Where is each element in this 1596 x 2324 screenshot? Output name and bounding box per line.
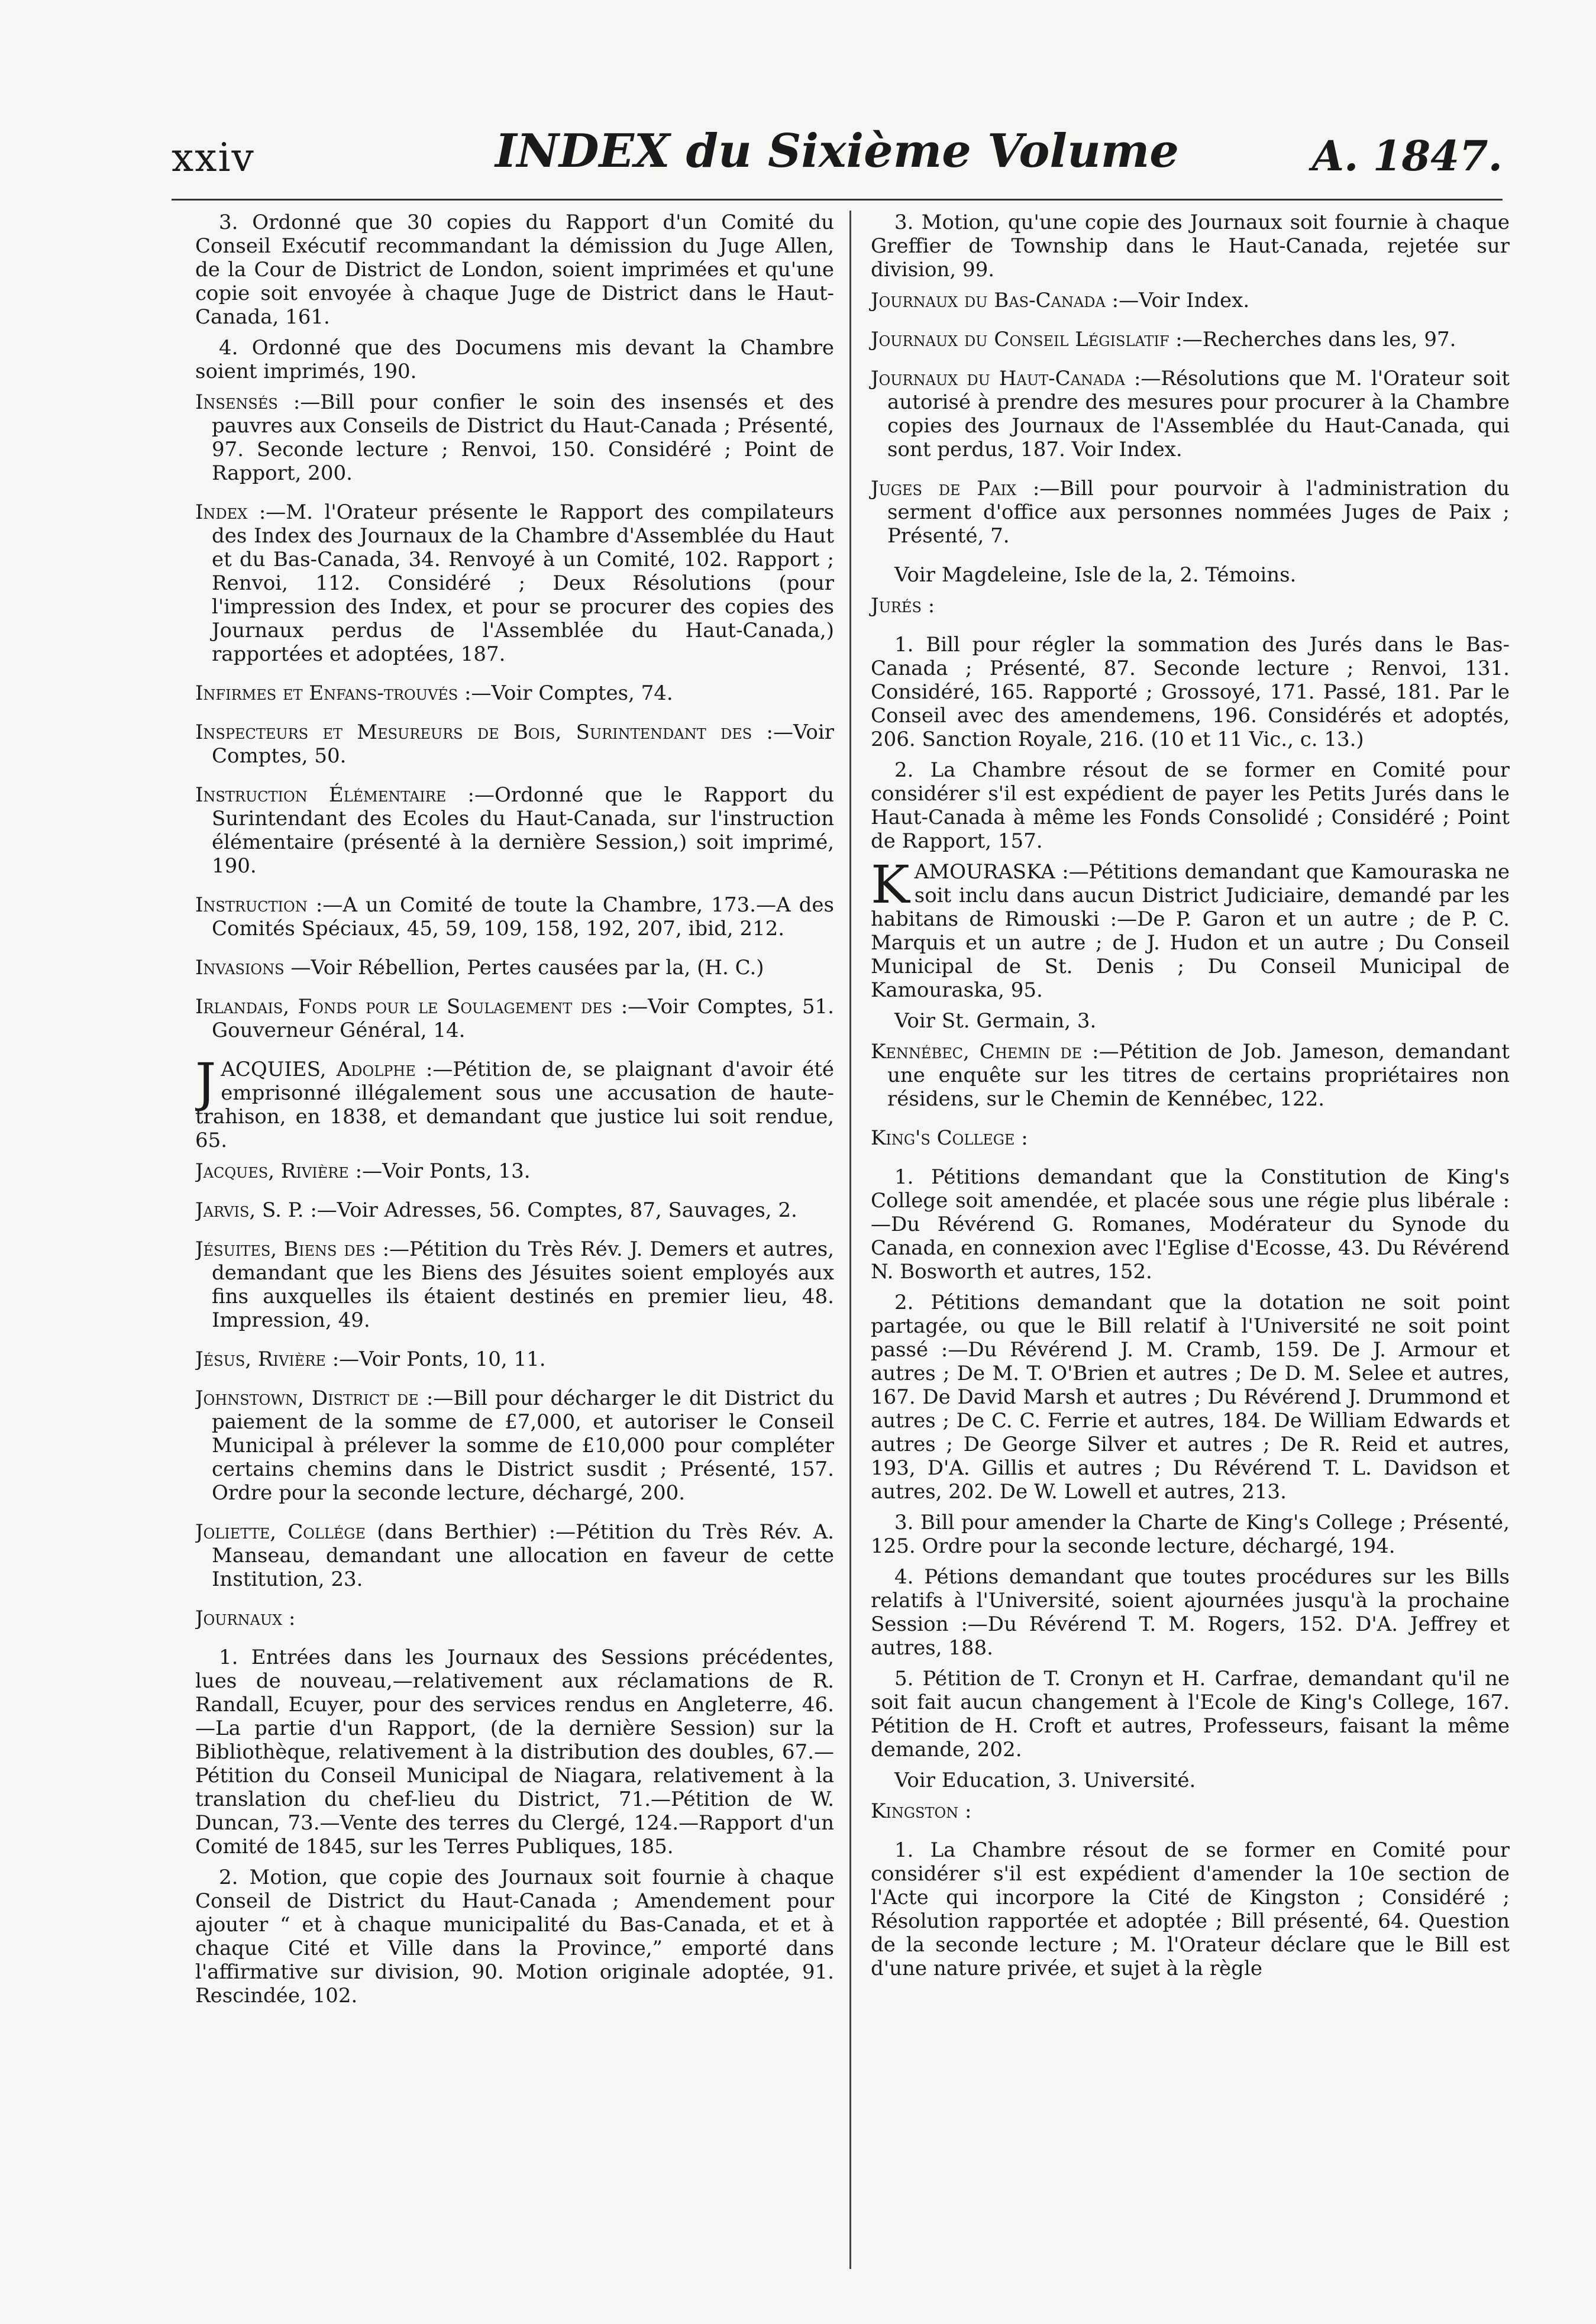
- entry-text: :—Pétition de Job. Jameson, demandant une enquête sur les titres de certains propriétaires non résidens, sur le Chemin de Kennébec, 122.: [887, 1040, 1510, 1111]
- drop-cap-letter: K: [871, 854, 910, 915]
- index-entry: [195, 1386, 834, 1505]
- page-number: xxiv: [172, 135, 255, 180]
- index-sub-item: 2. Pétitions demandant que la dotation ne soit point partagée, ou que le Bill relatif à l'Université ne soit point passé :—Du Révérend J. M. Cramb, 159. De J. Armour et autres ; De M. T. O'Brien et autres ; De D. M. Selee et autres, 167. De David Marsh et autres ; Du Révérend J. Drummond et autres ; De C. C. Ferrie et autres, 184. De William Edwards et autres ; De George Silver et autres ; De R. Reid et autres, 193, D'A. Gillis et autres ; Du Révérend T. L. Davidson et autres, 202. De W. Lowell et autres, 213.: [871, 1291, 1510, 1504]
- index-entry: [195, 1237, 834, 1332]
- entry-text: —Voir Rébellion, Pertes causées par la, (H. C.): [284, 956, 764, 980]
- index-sub-item: 5. Pétition de T. Cronyn et H. Carfrae, demandant qu'il ne soit fait aucun changement à l'Ecole de King's College, 167. Pétition de H. Croft et autres, Professeurs, faisant la même demande, 202.: [871, 1667, 1510, 1761]
- index-entry: [871, 1040, 1510, 1111]
- entry-heading: Jésuites, Biens des: [195, 1237, 376, 1261]
- index-letter-entry: [871, 854, 1510, 1002]
- page-title: INDEX du Sixième Volume: [495, 124, 1179, 178]
- index-entry: [871, 1126, 1510, 1150]
- index-entry: [871, 289, 1510, 312]
- entry-text: :: [282, 1607, 296, 1630]
- index-sub-item: 3. Motion, qu'une copie des Journaux soit fournie à chaque Greffier de Township dans le Haut-Canada, rejetée sur division, 99.: [871, 211, 1510, 282]
- entry-heading: Insensés: [195, 390, 278, 414]
- entry-heading: Joliette, Collége: [195, 1520, 366, 1544]
- index-entry: [871, 367, 1510, 461]
- index-entry: [195, 995, 834, 1042]
- entry-heading: Irlandais, Fonds pour le Soulagement des: [195, 995, 613, 1019]
- entry-text: :—Ordonné que le Rapport du Surintendant des Ecoles du Haut-Canada, sur l'instruction élémentaire (présenté à la dernière Session,) soit imprimé, 190.: [212, 783, 834, 878]
- entry-text: :—A un Comité de toute la Chambre, 173.—A des Comités Spéciaux, 45, 59, 109, 158, 192, 207, ibid, 212.: [212, 893, 834, 940]
- index-letter-entry: [195, 1052, 834, 1152]
- index-entry: [871, 594, 1510, 618]
- entry-heading: Journaux du Haut-Canada: [871, 367, 1125, 390]
- entry-heading: Invasions: [195, 956, 285, 980]
- index-sub-item: Voir St. Germain, 3.: [894, 1009, 1097, 1033]
- entry-text: :: [958, 1799, 972, 1823]
- entry-heading: Kingston: [871, 1799, 959, 1823]
- index-sub-item: 1. Pétitions demandant que la Constitution de King's College soit amendée, et placée sous une régie plus libérale :—Du Révérend G. Romanes, Modérateur du Synode du Canada, en connexion avec l'Eglise d'Ecosse, 43. Du Révérend N. Bosworth et autres, 152.: [871, 1165, 1510, 1284]
- entry-text: :—Résolutions que M. l'Orateur soit autorisé à prendre des mesures pour procurer à la Chambre copies des Journaux de l'Assemblée du Haut-Canada, qui sont perdus, 187. Voir Index.: [887, 367, 1510, 461]
- index-entry: [195, 1198, 834, 1222]
- index-sub-item: 2. Motion, que copie des Journaux soit fournie à chaque Conseil de District du Haut-Canada ; Amendement pour ajouter “ et à chaque municipalité du Bas-Canada, et et à chaque Cité et Ville dans la Province,” emporté dans l'affirmative sur division, 90. Motion originale adoptée, 91. Rescindée, 102.: [195, 1866, 834, 2008]
- index-entry: [195, 720, 834, 768]
- index-entry: [195, 783, 834, 878]
- index-entry: [195, 1159, 834, 1183]
- index-entry: [195, 390, 834, 485]
- index-entry: [195, 1520, 834, 1591]
- entry-heading: Kennébec, Chemin de: [871, 1040, 1083, 1064]
- index-entry: [195, 681, 834, 705]
- entry-heading: Journaux: [195, 1607, 283, 1630]
- index-sub-item: 4. Ordonné que des Documens mis devant la Chambre soient imprimés, 190.: [195, 336, 834, 383]
- index-entry: [195, 956, 834, 980]
- entry-text: :—Pétition du Très Rév. J. Demers et autres, demandant que les Biens des Jésuites soient employés aux fins auxquelles ils étaient destinés en premier lieu, 48. Impression, 49.: [212, 1237, 834, 1332]
- index-sub-item: 4. Pétions demandant que toutes procédures sur les Bills relatifs à l'Université, soient ajournées jusqu'à la prochaine Session :—Du Révérend T. M. Rogers, 152. D'A. Jeffrey et autres, 188.: [871, 1565, 1510, 1660]
- entry-text: :—Bill pour confier le soin des insensés et des pauvres aux Conseils de District du Haut-Canada ; Présenté, 97. Seconde lecture ; Renvoi, 150. Considéré ; Point de Rapport, 200.: [212, 390, 834, 485]
- entry-heading: Instruction: [195, 893, 308, 917]
- entry-heading: Jésus, Rivière: [195, 1347, 326, 1371]
- index-sub-item: Voir Magdeleine, Isle de la, 2. Témoins.: [894, 563, 1297, 587]
- drop-cap-letter: J: [195, 1052, 217, 1113]
- index-entry: [871, 477, 1510, 548]
- entry-text: :—Voir Comptes, 74.: [458, 681, 673, 705]
- entry-text: (dans Berthier) :—Pétition du Très Rév. A. Manseau, demandant une allocation en faveur de cette Institution, 23.: [212, 1520, 834, 1591]
- index-sub-item: 2. La Chambre résout de se former en Comité pour considérer s'il est expédient de payer les Petits Jurés dans le Haut-Canada à même les Fonds Consolidé ; Considéré ; Point de Rapport, 157.: [871, 758, 1510, 853]
- index-sub-item: 3. Ordonné que 30 copies du Rapport d'un Comité du Conseil Exécutif recommandant la démission du Juge Allen, de la Cour de District de London, soient imprimées et qu'une copie soit envoyée à chaque Juge de District dans le Haut-Canada, 161.: [195, 211, 834, 329]
- entry-heading: Jacques, Rivière: [195, 1159, 349, 1183]
- entry-text: :—Voir Comptes, 51. Gouverneur Général, 14.: [212, 995, 834, 1042]
- page-header: [172, 124, 1503, 189]
- entry-text: :—Voir Index.: [1105, 289, 1250, 312]
- index-entry: [195, 1607, 834, 1630]
- index-entry: [871, 1799, 1510, 1823]
- entry-text: :: [1015, 1126, 1028, 1150]
- right-column: [858, 211, 1510, 2269]
- entry-heading: Jarvis, S. P.: [195, 1198, 304, 1222]
- column-divider: [849, 211, 851, 2269]
- volume-year: A. 1847.: [1311, 131, 1503, 180]
- entry-text: :—Recherches dans les, 97.: [1169, 328, 1456, 351]
- entry-heading: Instruction Élémentaire: [195, 783, 447, 807]
- entry-heading: King's College: [871, 1126, 1015, 1150]
- entry-text: :—Pétitions demandant que Kamouraska ne soit inclu dans aucun District Judiciaire, demandé par les habitans de Rimouski :—De P. Garon et un autre ; de P. C. Marquis et un autre ; de J. Hudon et un autre ; Du Conseil Municipal de St. Denis ; Du Conseil Municipal de Kamouraska, 95.: [871, 860, 1510, 1002]
- entry-heading: Index: [195, 500, 248, 524]
- left-column: [195, 211, 847, 2269]
- index-sub-item: 1. Entrées dans les Journaux des Sessions précédentes, lues de nouveau,—relativement aux réclamations de R. Randall, Ecuyer, pour des services rendus en Angleterre, 46.—La partie d'un Rapport, (de la dernière Session) sur la Bibliothèque, relativement à la distribution des doubles, 67.—Pétition du Conseil Municipal de Niagara, relativement à la translation du chef-lieu du District, 71.—Pétition de W. Duncan, 73.—Vente des terres du Clergé, 124.—Rapport d'un Comité de 1845, sur les Terres Publiques, 185.: [195, 1646, 834, 1858]
- entry-text: :—Voir Adresses, 56. Comptes, 87, Sauvages, 2.: [303, 1198, 797, 1222]
- entry-heading: AMOURASKA: [914, 860, 1055, 884]
- entry-heading: Juges de Paix: [871, 477, 1017, 500]
- index-sub-item: 1. Bill pour régler la sommation des Jurés dans le Bas-Canada ; Présenté, 87. Seconde lecture ; Renvoi, 131. Considéré, 165. Rapporté ; Grossoyé, 171. Passé, 181. Par le Conseil avec des amendemens, 196. Considérés et adoptés, 206. Sanction Royale, 216. (10 et 11 Vic., c. 13.): [871, 633, 1510, 751]
- entry-text: :—Bill pour décharger le dit District du paiement de la somme de £7,000, et autoriser le Conseil Municipal à prélever la somme de £10,000 pour compléter certains chemins dans le District susdit ; Présenté, 157. Ordre pour la seconde lecture, déchargé, 200.: [212, 1386, 834, 1505]
- entry-text: :—Bill pour pourvoir à l'administration du serment d'office aux personnes nommées Juges de Paix ; Présenté, 7.: [887, 477, 1510, 548]
- entry-text: :—Pétition de, se plaignant d'avoir été emprisonné illégalement sous une accusation de haute-trahison, en 1838, et demandant que justice lui soit rendue, 65.: [195, 1058, 834, 1152]
- entry-heading: ACQUIES, Adolphe: [221, 1058, 416, 1081]
- index-sub-item: Voir Education, 3. Université.: [894, 1769, 1196, 1792]
- entry-heading: Journaux du Bas-Canada: [871, 289, 1106, 312]
- entry-heading: Journaux du Conseil Législatif: [871, 328, 1169, 351]
- entry-heading: Johnstown, District de: [195, 1386, 419, 1410]
- index-sub-item: 1. La Chambre résout de se former en Comité pour considérer s'il est expédient d'amender la 10e section de l'Acte qui incorpore la Cité de Kingston ; Considéré ; Résolution rapportée et adoptée ; Bill présenté, 64. Question de la seconde lecture ; M. l'Orateur déclare que le Bill est d'une nature privée, et sujet à la règle: [871, 1838, 1510, 1980]
- entry-text: :—Voir Ponts, 10, 11.: [325, 1347, 546, 1371]
- index-entry: [871, 328, 1510, 351]
- index-sub-item: 3. Bill pour amender la Charte de King's College ; Présenté, 125. Ordre pour la seconde lecture, déchargé, 194.: [871, 1511, 1510, 1558]
- entry-text: :—Voir Comptes, 50.: [212, 720, 834, 768]
- index-entry: [195, 893, 834, 940]
- index-entry: [195, 500, 834, 666]
- entry-text: :—Voir Ponts, 13.: [348, 1159, 531, 1183]
- entry-heading: Infirmes et Enfans-trouvés: [195, 681, 458, 705]
- entry-heading: Jurés: [871, 594, 922, 618]
- header-rule: [172, 199, 1503, 201]
- index-entry: [195, 1347, 834, 1371]
- entry-text: :—M. l'Orateur présente le Rapport des compilateurs des Index des Journaux de la Chambre d'Assemblée du Haut et du Bas-Canada, 34. Renvoyé à un Comité, 102. Rapport ; Renvoi, 112. Considéré ; Deux Résolutions (pour l'impression des Index, et pour se procurer des copies des Journaux perdus de l'Assemblée du Haut-Canada,) rapportées et adoptées, 187.: [212, 500, 834, 666]
- entry-text: :: [921, 594, 935, 618]
- entry-heading: Inspecteurs et Mesureurs de Bois, Surintendant des: [195, 720, 752, 744]
